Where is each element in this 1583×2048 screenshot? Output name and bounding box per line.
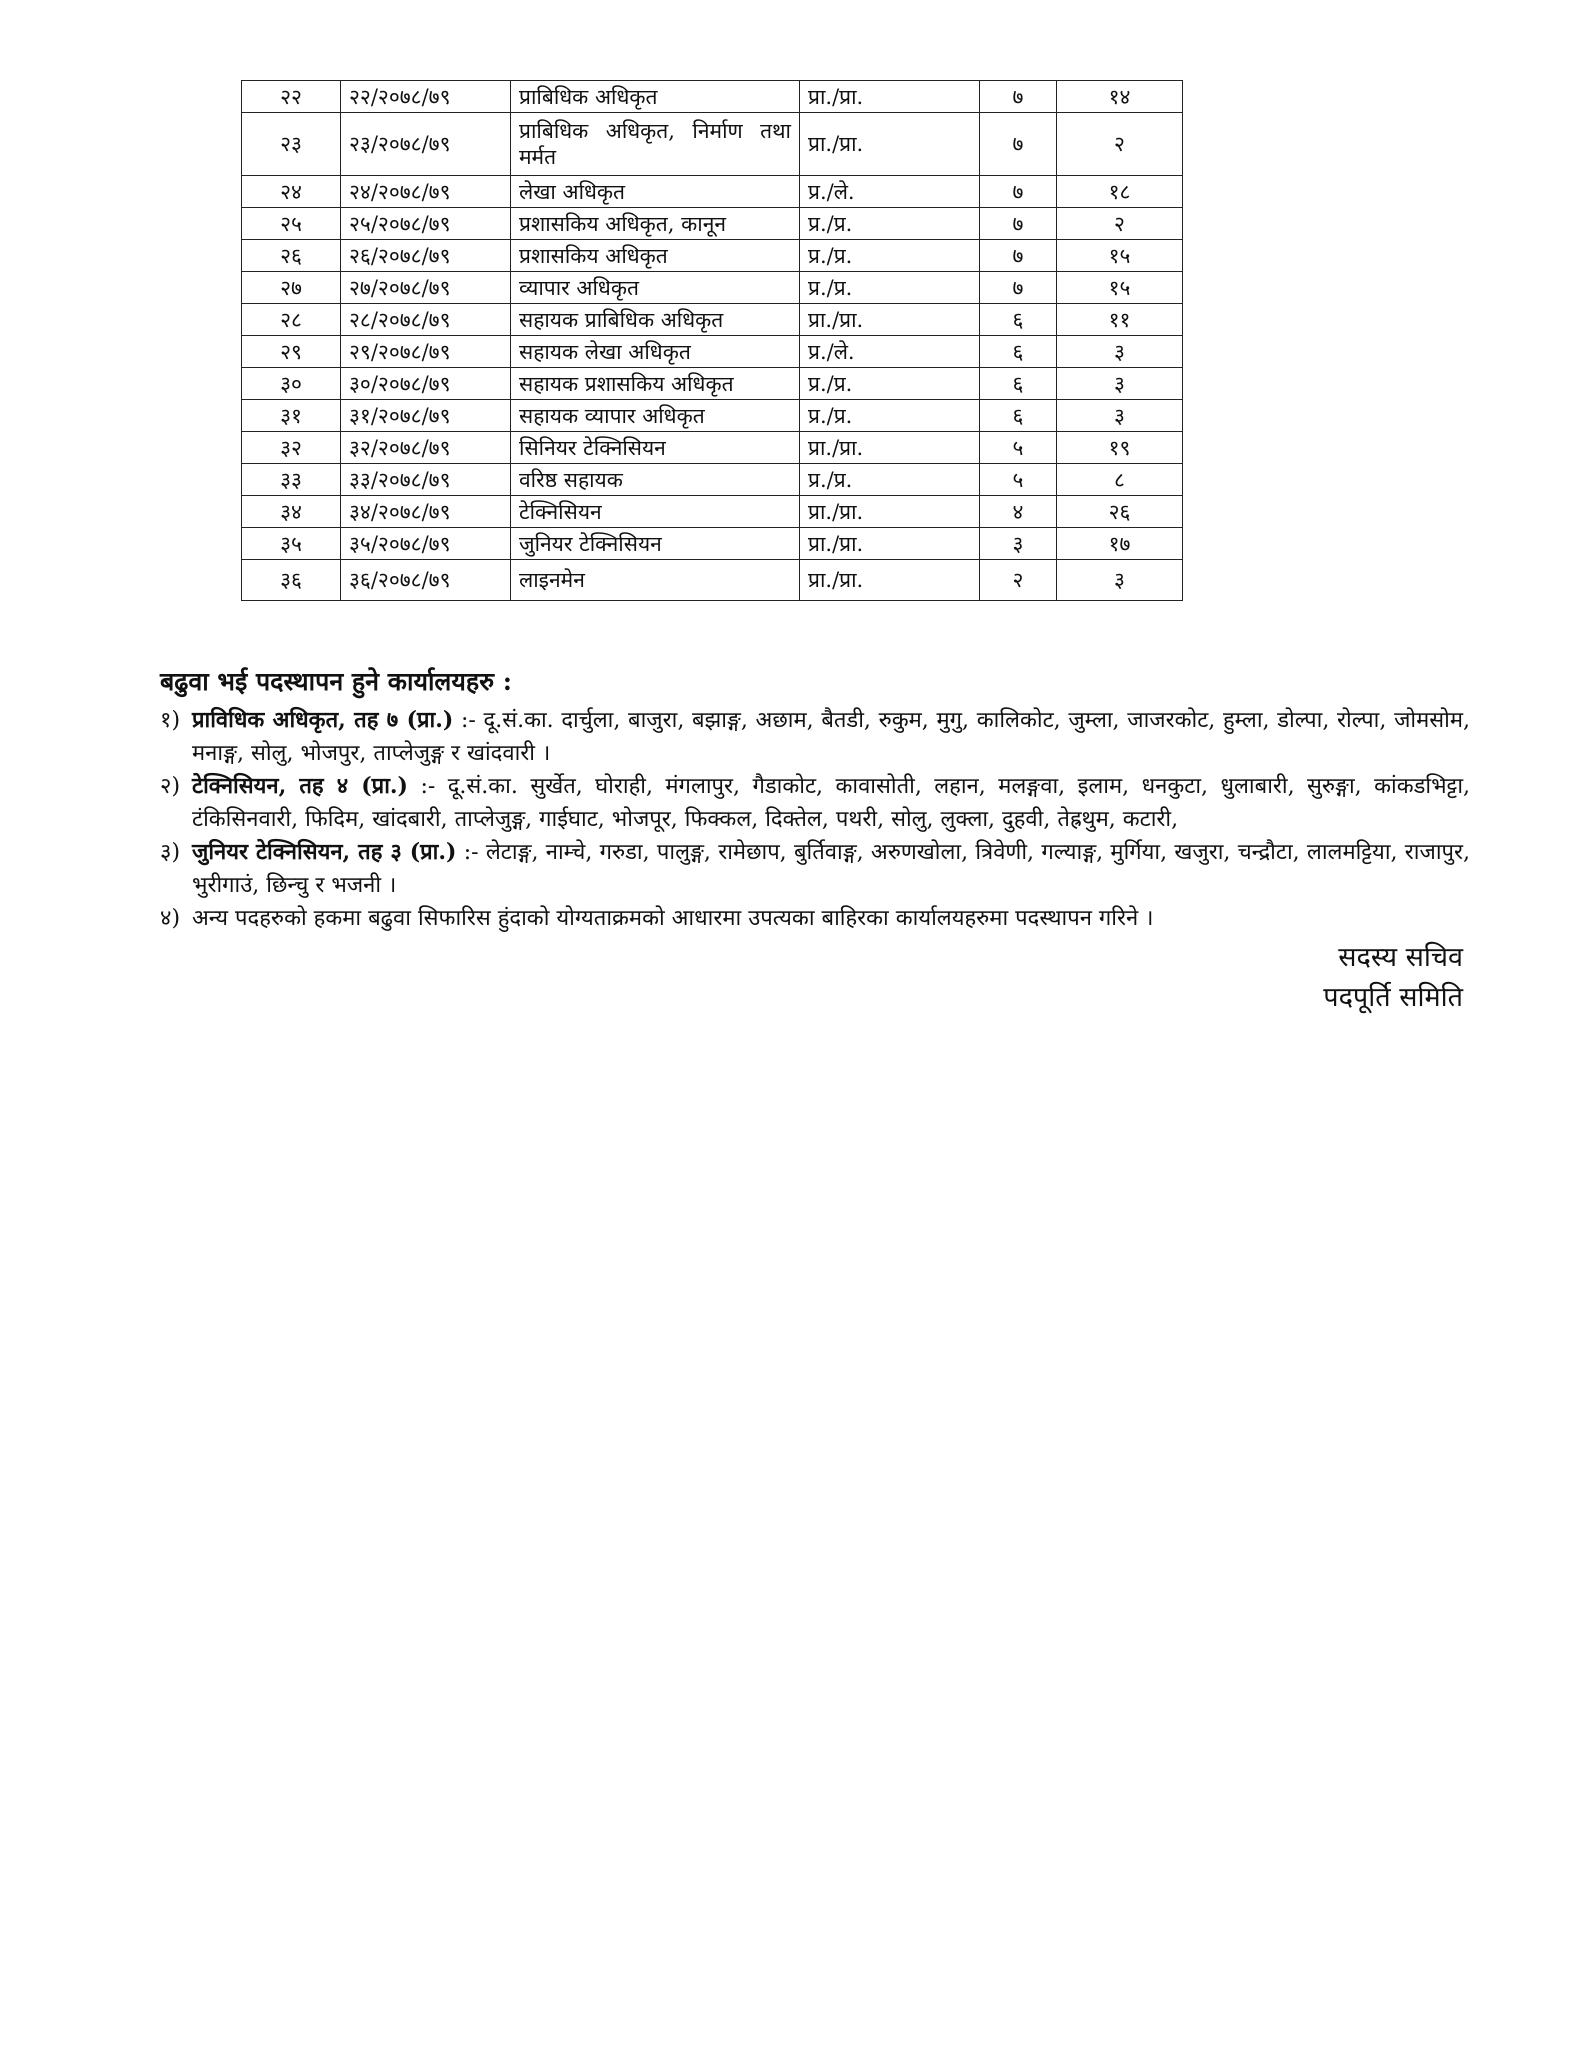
cell-level: ७ [980, 176, 1057, 208]
cell-vacancy-count: ३ [1057, 400, 1183, 432]
office-item-number: ३) [160, 840, 181, 865]
cell-vacancy-count: १४ [1057, 81, 1183, 113]
cell-vacancy-count: १५ [1057, 272, 1183, 304]
cell-level: ७ [980, 81, 1057, 113]
cell-service-group: प्र./प्र. [800, 240, 980, 272]
signature-committee: पदपूर्ति समिति [1323, 982, 1463, 1013]
office-item-1 [160, 704, 1470, 770]
cell-vacancy-count: १८ [1057, 176, 1183, 208]
table-row [242, 240, 1183, 272]
cell-service-group: प्रा./प्रा. [800, 113, 980, 176]
table-row [242, 208, 1183, 240]
posts-table [241, 80, 1183, 601]
table-row [242, 336, 1183, 368]
cell-level: २ [980, 560, 1057, 601]
cell-advert-code: ३१/२०७८/७९ [341, 400, 511, 432]
cell-serial-number: ३५ [242, 528, 341, 560]
office-item-title: जुनियर टेक्निसियन, तह ३ (प्रा.) [192, 839, 457, 865]
cell-serial-number: २२ [242, 81, 341, 113]
table-row [242, 400, 1183, 432]
posts-table-body [242, 81, 1183, 601]
cell-vacancy-count: ११ [1057, 304, 1183, 336]
office-item-text [192, 770, 1470, 836]
signature-block [1323, 938, 1463, 1018]
cell-post-name: सहायक व्यापार अधिकृत [511, 400, 800, 432]
table-row [242, 113, 1183, 176]
cell-level: ३ [980, 528, 1057, 560]
cell-level: ७ [980, 208, 1057, 240]
cell-service-group: प्र./प्र. [800, 368, 980, 400]
cell-serial-number: ३६ [242, 560, 341, 601]
cell-vacancy-count: २ [1057, 113, 1183, 176]
table-row [242, 528, 1183, 560]
office-item-body: अन्य पदहरुको हकमा बढुवा सिफारिस हुंदाको योग्यताक्रमको आधारमा उपत्यका बाहिरका कार्यालयहरुमा पदस्थापन गरिने । [192, 906, 1154, 931]
table-row [242, 368, 1183, 400]
cell-post-name: सहायक लेखा अधिकृत [511, 336, 800, 368]
cell-level: ५ [980, 432, 1057, 464]
cell-serial-number: २३ [242, 113, 341, 176]
cell-level: ७ [980, 272, 1057, 304]
cell-service-group: प्रा./प्रा. [800, 432, 980, 464]
cell-vacancy-count: १७ [1057, 528, 1183, 560]
cell-advert-code: ३६/२०७८/७९ [341, 560, 511, 601]
office-item-number: ४) [160, 906, 181, 931]
cell-serial-number: ३२ [242, 432, 341, 464]
cell-level: ५ [980, 464, 1057, 496]
cell-vacancy-count: १५ [1057, 240, 1183, 272]
cell-advert-code: २२/२०७८/७९ [341, 81, 511, 113]
office-item-text [192, 902, 1470, 935]
cell-service-group: प्रा./प्रा. [800, 496, 980, 528]
cell-service-group: प्रा./प्रा. [800, 528, 980, 560]
cell-level: ७ [980, 240, 1057, 272]
cell-advert-code: २३/२०७८/७९ [341, 113, 511, 176]
office-item-3 [160, 836, 1470, 902]
cell-post-name: लेखा अधिकृत [511, 176, 800, 208]
office-item-number: १) [160, 708, 181, 733]
cell-post-name: व्यापार अधिकृत [511, 272, 800, 304]
office-item-text [192, 704, 1470, 770]
table-row [242, 304, 1183, 336]
cell-post-name: प्राबिधिक अधिकृत, निर्माण तथा मर्मत [511, 113, 800, 176]
cell-service-group: प्रा./प्रा. [800, 81, 980, 113]
cell-level: ६ [980, 400, 1057, 432]
cell-service-group: प्र./प्र. [800, 208, 980, 240]
office-item-title: प्राविधिक अधिकृत, तह ७ (प्रा.) [192, 707, 454, 733]
cell-post-name: प्रशासकिय अधिकृत [511, 240, 800, 272]
cell-post-name: प्रशासकिय अधिकृत, कानून [511, 208, 800, 240]
office-item-4 [160, 902, 1470, 935]
cell-post-name: जुनियर टेक्निसियन [511, 528, 800, 560]
cell-service-group: प्रा./प्रा. [800, 304, 980, 336]
cell-level: ६ [980, 336, 1057, 368]
cell-serial-number: ३४ [242, 496, 341, 528]
cell-level: ६ [980, 368, 1057, 400]
table-row [242, 176, 1183, 208]
cell-serial-number: २५ [242, 208, 341, 240]
cell-advert-code: ३४/२०७८/७९ [341, 496, 511, 528]
cell-service-group: प्र./ले. [800, 176, 980, 208]
cell-level: ४ [980, 496, 1057, 528]
cell-post-name: सिनियर टेक्निसियन [511, 432, 800, 464]
office-item-body: :- लेटाङ्ग, नाम्चे, गरुडा, पालुङ्ग, रामेछाप, बुर्तिवाङ्ग, अरुणखोला, त्रिवेणी, गल्याङ्ग, मुर्गिया, खजुरा, चन्द्रौटा, लालमट्टिया, राजापुर, भुरीगाउं, छिन्चु र भजनी । [192, 840, 1471, 898]
office-item-text [192, 836, 1470, 902]
cell-vacancy-count: २६ [1057, 496, 1183, 528]
cell-service-group: प्र./ले. [800, 336, 980, 368]
cell-advert-code: २९/२०७८/७९ [341, 336, 511, 368]
table-row [242, 560, 1183, 601]
cell-advert-code: ३३/२०७८/७९ [341, 464, 511, 496]
cell-serial-number: ३० [242, 368, 341, 400]
cell-advert-code: ३५/२०७८/७९ [341, 528, 511, 560]
cell-post-name: टेक्निसियन [511, 496, 800, 528]
table-row [242, 432, 1183, 464]
table-row [242, 496, 1183, 528]
cell-vacancy-count: ८ [1057, 464, 1183, 496]
cell-advert-code: २८/२०७८/७९ [341, 304, 511, 336]
cell-post-name: सहायक प्रशासकिय अधिकृत [511, 368, 800, 400]
cell-post-name: सहायक प्राबिधिक अधिकृत [511, 304, 800, 336]
cell-vacancy-count: ३ [1057, 560, 1183, 601]
cell-serial-number: २७ [242, 272, 341, 304]
cell-vacancy-count: २ [1057, 208, 1183, 240]
cell-advert-code: २७/२०७८/७९ [341, 272, 511, 304]
cell-level: ६ [980, 304, 1057, 336]
cell-serial-number: ३१ [242, 400, 341, 432]
offices-heading: बढुवा भई पदस्थापन हुने कार्यालयहरु : [160, 667, 513, 696]
cell-serial-number: २९ [242, 336, 341, 368]
cell-serial-number: २८ [242, 304, 341, 336]
office-item-title: टेक्निसियन, तह ४ (प्रा.) [192, 773, 408, 799]
signature-designation: सदस्य सचिव [1338, 942, 1463, 973]
cell-advert-code: २४/२०७८/७९ [341, 176, 511, 208]
cell-serial-number: २४ [242, 176, 341, 208]
cell-vacancy-count: ३ [1057, 368, 1183, 400]
cell-advert-code: ३२/२०७८/७९ [341, 432, 511, 464]
office-item-number: २) [160, 774, 181, 799]
cell-level: ७ [980, 113, 1057, 176]
cell-serial-number: २६ [242, 240, 341, 272]
table-row [242, 81, 1183, 113]
cell-service-group: प्र./प्र. [800, 400, 980, 432]
office-item-2 [160, 770, 1470, 836]
cell-service-group: प्र./प्र. [800, 464, 980, 496]
office-item-body: :- दू.सं.का. सुर्खेत, घोराही, मंगलापुर, गैडाकोट, कावासोती, लहान, मलङ्गवा, इलाम, धनकुटा, धुलाबारी, सुरुङ्गा, कांकडभिट्टा, टंकिसिनवारी, फिदिम, खांदबारी, ताप्लेजुङ्ग, गाईघाट, भोजपूर, फिक्कल, दिक्तेल, पथरी, सोलु, लुक्ला, दुहवी, तेह्रथुम, कटारी, [192, 774, 1471, 832]
cell-post-name: प्राबिधिक अधिकृत [511, 81, 800, 113]
cell-post-name: लाइनमेन [511, 560, 800, 601]
cell-post-name: वरिष्ठ सहायक [511, 464, 800, 496]
cell-service-group: प्र./प्र. [800, 272, 980, 304]
offices-section [160, 664, 1470, 935]
cell-advert-code: २६/२०७८/७९ [341, 240, 511, 272]
cell-vacancy-count: १९ [1057, 432, 1183, 464]
cell-advert-code: २५/२०७८/७९ [341, 208, 511, 240]
table-row [242, 272, 1183, 304]
cell-vacancy-count: ३ [1057, 336, 1183, 368]
office-item-body: :- दू.सं.का. दार्चुला, बाजुरा, बझाङ्ग, अछाम, बैतडी, रुकुम, मुगु, कालिकोट, जुम्ला, जाजरकोट, हुम्ला, डोल्पा, रोल्पा, जोमसोम, मनाङ्ग, सोलु, भोजपुर, ताप्लेजुङ्ग र खांदवारी । [192, 708, 1470, 766]
cell-service-group: प्रा./प्रा. [800, 560, 980, 601]
cell-serial-number: ३३ [242, 464, 341, 496]
cell-advert-code: ३०/२०७८/७९ [341, 368, 511, 400]
table-row [242, 464, 1183, 496]
